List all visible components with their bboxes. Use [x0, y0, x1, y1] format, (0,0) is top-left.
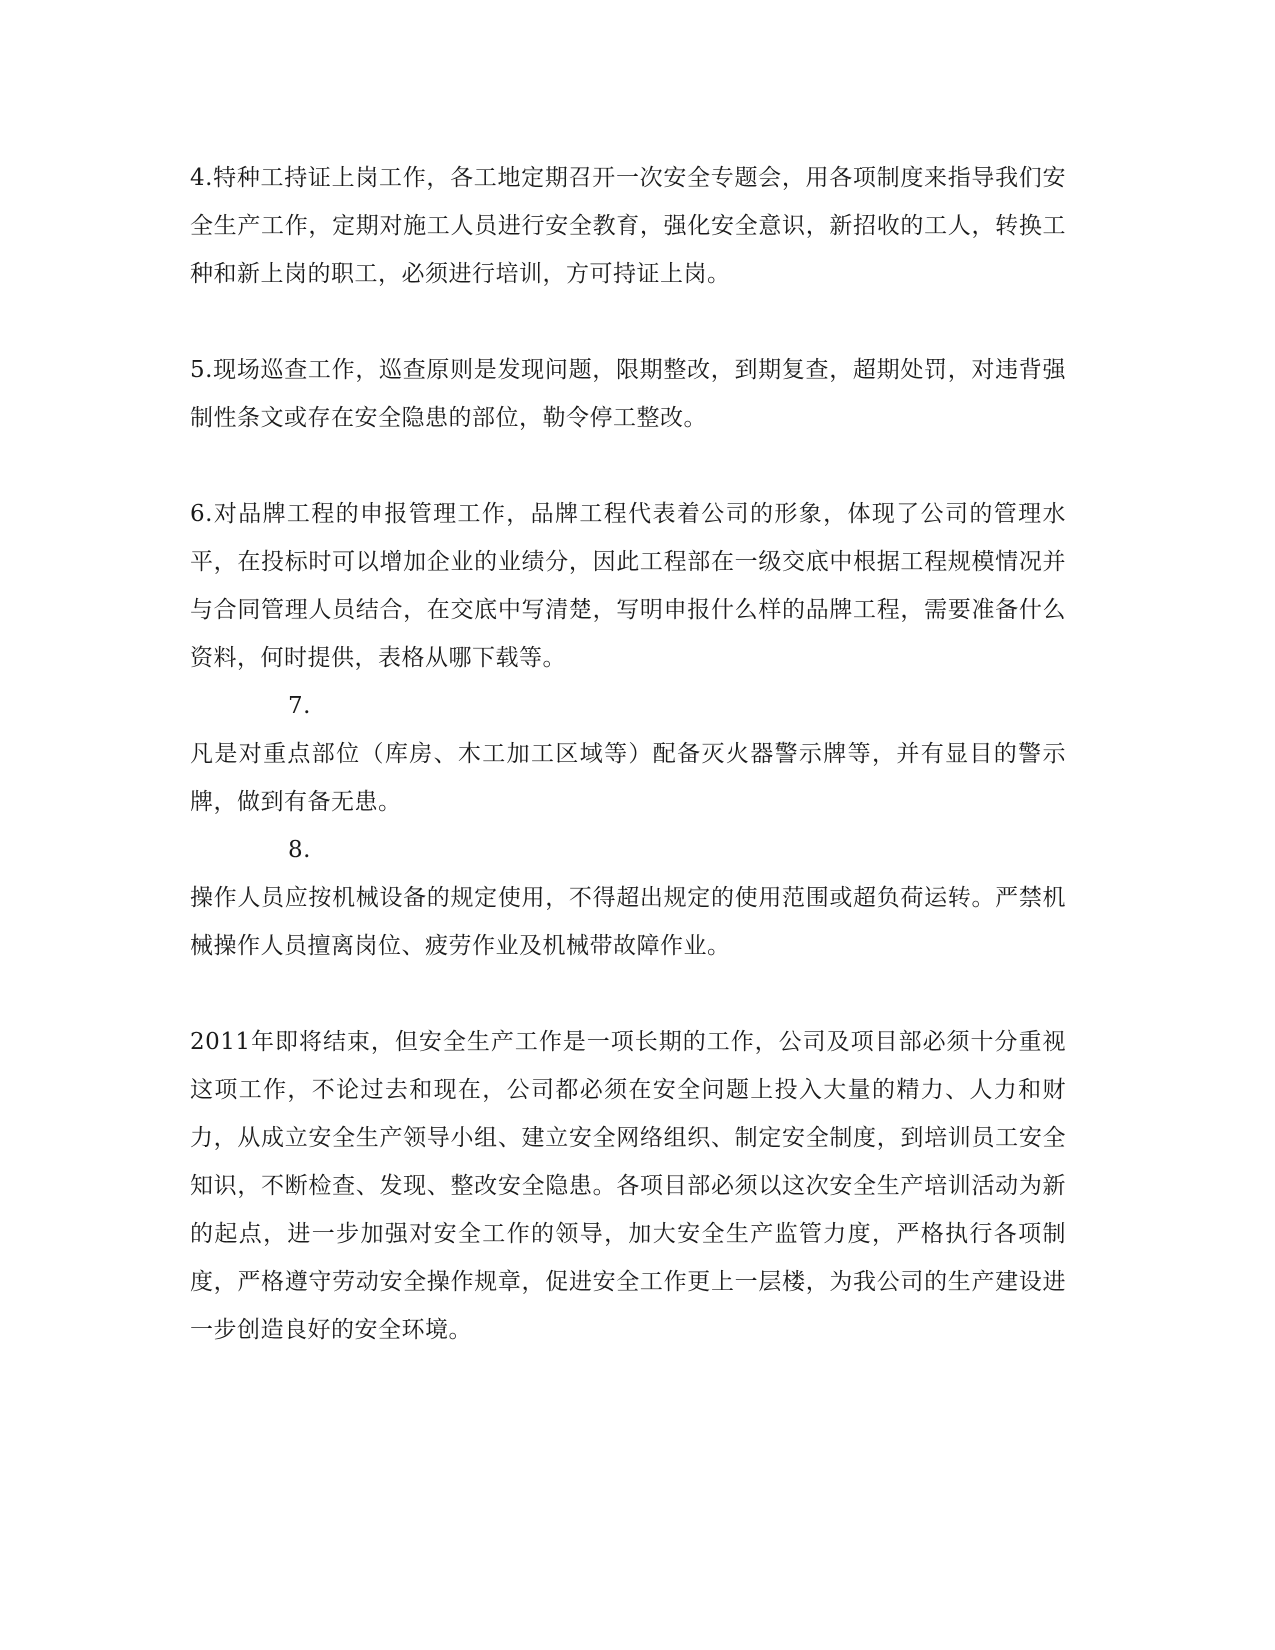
- paragraph-item-8: 操作人员应按机械设备的规定使用，不得超出规定的使用范围或超负荷运转。严禁机械操作人员擅离岗位、疲劳作业及机械带故障作业。: [190, 885, 1066, 959]
- item-number-8: 8.: [288, 837, 311, 863]
- paragraph-spacer: [190, 298, 1066, 346]
- paragraph-spacer: [190, 970, 1066, 1018]
- paragraph-spacer: [190, 442, 1066, 490]
- document-body: [190, 154, 1066, 1354]
- paragraph-item-5: 5.现场巡查工作，巡查原则是发现问题，限期整改，到期复查，超期处罚，对违背强制性条文或存在安全隐患的部位，勒令停工整改。: [190, 357, 1066, 431]
- closing-paragraph: 2011年即将结束，但安全生产工作是一项长期的工作，公司及项目部必须十分重视这项工作，不论过去和现在，公司都必须在安全问题上投入大量的精力、人力和财力，从成立安全生产领导小组、建立安全网络组织、制定安全制度，到培训员工安全知识，不断检查、发现、整改安全隐患。各项目部必须以这次安全生产培训活动为新的起点，进一步加强对安全工作的领导，加大安全生产监管力度，严格执行各项制度，严格遵守劳动安全操作规章，促进安全工作更上一层楼，为我公司的生产建设进一步创造良好的安全环境。: [190, 1029, 1066, 1343]
- paragraph-item-6: 6.对品牌工程的申报管理工作，品牌工程代表着公司的形象，体现了公司的管理水平，在投标时可以增加企业的业绩分，因此工程部在一级交底中根据工程规模情况并与合同管理人员结合，在交底中写清楚，写明申报什么样的品牌工程，需要准备什么资料，何时提供，表格从哪下载等。: [190, 501, 1066, 671]
- paragraph-item-7: 凡是对重点部位（库房、木工加工区域等）配备灭火器警示牌等，并有显目的警示牌，做到有备无患。: [190, 741, 1066, 815]
- paragraph-item-4: 4.特种工持证上岗工作，各工地定期召开一次安全专题会，用各项制度来指导我们安全生产工作，定期对施工人员进行安全教育，强化安全意识，新招收的工人，转换工种和新上岗的职工，必须进行培训，方可持证上岗。: [190, 165, 1066, 287]
- item-number-7: 7.: [288, 693, 311, 719]
